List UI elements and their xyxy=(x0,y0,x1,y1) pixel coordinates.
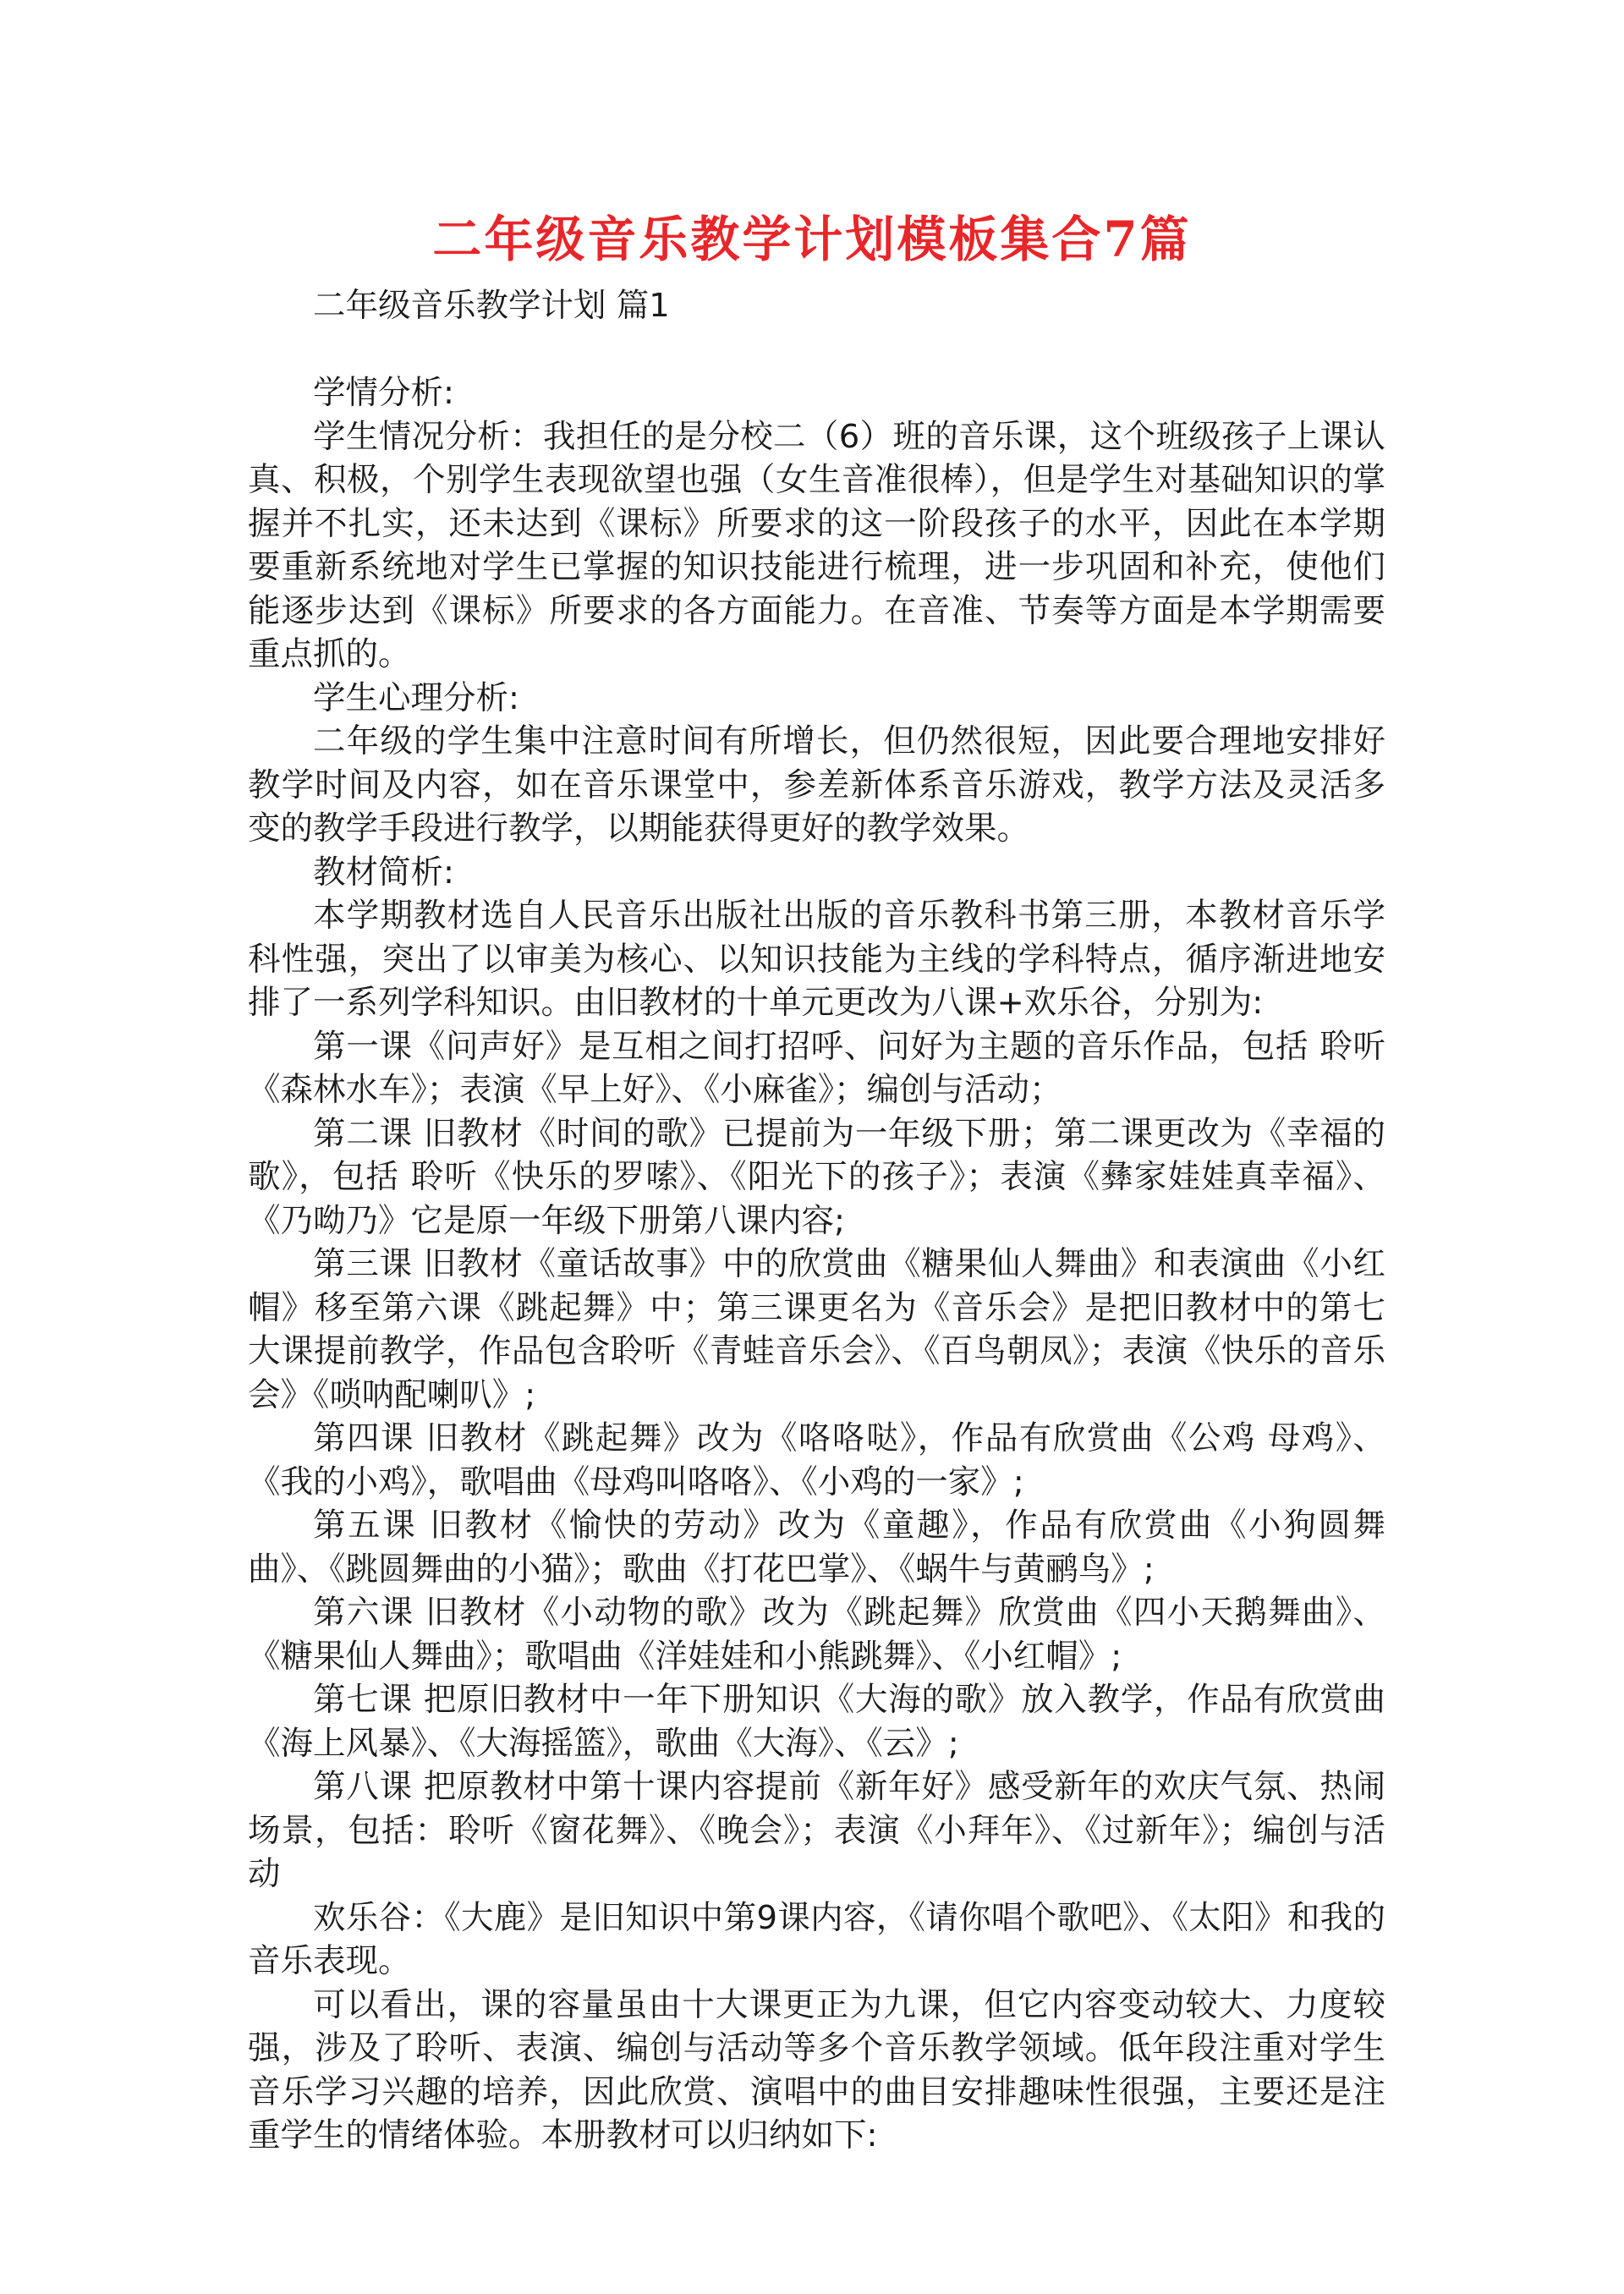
paragraph-lesson-1: 第一课《问声好》是互相之间打招呼、问好为主题的音乐作品，包括 聆听《森林水车》；表演《早上好》、《小麻雀》；编创与活动； xyxy=(248,1027,1385,1109)
section-heading: 二年级音乐教学计划 篇1 xyxy=(313,287,670,325)
paragraph-textbook: 本学期教材选自人民音乐出版社出版的音乐教科书第三册，本教材音乐学科性强，突出了以审美为核心、以知识技能为主线的学科特点，循序渐进地安排了一系列学科知识。由旧教材的十单元更改为八课+欢乐谷，分别为: xyxy=(248,897,1385,1022)
paragraph-lesson-7: 第七课 把原旧教材中一年下册知识《大海的歌》放入教学，作品有欣赏曲《海上风暴》、《大海摇篮》，歌曲《大海》、《云》; xyxy=(248,1681,1385,1763)
subheading-learning-analysis: 学情分析: xyxy=(313,374,454,412)
subheading-textbook: 教材简析: xyxy=(313,853,454,892)
blank-line xyxy=(248,328,1385,372)
paragraph-psychology: 二年级的学生集中注意时间有所增长，但仍然很短，因此要合理地安排好教学时间及内容，如在音乐课堂中，参差新体系音乐游戏，教学方法及灵活多变的教学手段进行教学，以期能获得更好的教学效果。 xyxy=(248,722,1385,848)
document-title: 二年级音乐教学计划模板集合7篇 xyxy=(432,211,1192,268)
paragraph-summary: 可以看出，课的容量虽由十大课更正为九课，但它内容变动较大、力度较强，涉及了聆听、表演、编创与活动等多个音乐教学领域。低年段注重对学生音乐学习兴趣的培养，因此欣赏、演唱中的曲目安排趣味性很强，主要还是注重学生的情绪体验。本册教材可以归纳如下: xyxy=(248,1985,1385,2154)
subheading-psychology: 学生心理分析: xyxy=(313,678,519,717)
document-body xyxy=(248,284,1385,2158)
paragraph-student-situation: 学生情况分析：我担任的是分校二（6）班的音乐课，这个班级孩子上课认真、积极，个别学生表现欲望也强（女生音准很棒），但是学生对基础知识的掌握并不扎实，还未达到《课标》所要求的这一阶段孩子的水平，因此在本学期要重新系统地对学生已掌握的知识技能进行梳理，进一步巩固和补充，使他们能逐步达到《课标》所要求的各方面能力。在音准、节奏等方面是本学期需要重点抓的。 xyxy=(248,417,1385,673)
paragraph-lesson-2: 第二课 旧教材《时间的歌》已提前为一年级下册；第二课更改为《幸福的歌》，包括 聆听《快乐的罗嗦》、《阳光下的孩子》；表演《彝家娃娃真幸福》、《乃呦乃》它是原一年级下册第八课内容; xyxy=(248,1114,1385,1240)
paragraph-lesson-6: 第六课 旧教材《小动物的歌》改为《跳起舞》欣赏曲《四小天鹅舞曲》、《糖果仙人舞曲》；歌唱曲《洋娃娃和小熊跳舞》、《小红帽》; xyxy=(248,1594,1385,1676)
paragraph-lesson-8: 第八课 把原教材中第十课内容提前《新年好》感受新年的欢庆气氛、热闹场景，包括：聆听《窗花舞》、《晚会》；表演《小拜年》、《过新年》；编创与活动 xyxy=(248,1768,1385,1893)
paragraph-happy-valley: 欢乐谷：《大鹿》是旧知识中第9课内容，《请你唱个歌吧》、《太阳》和我的音乐表现。 xyxy=(248,1898,1385,1980)
paragraph-lesson-5: 第五课 旧教材《愉快的劳动》改为《童趣》，作品有欣赏曲《小狗圆舞曲》、《跳圆舞曲的小猫》；歌曲《打花巴掌》、《蜗牛与黄鹂鸟》; xyxy=(248,1506,1385,1589)
paragraph-lesson-3: 第三课 旧教材《童话故事》中的欣赏曲《糖果仙人舞曲》和表演曲《小红帽》移至第六课《跳起舞》中；第三课更名为《音乐会》是把旧教材中的第七大课提前教学，作品包含聆听《青蛙音乐会》、《百鸟朝凤》；表演《快乐的音乐会》《唢呐配喇叭》; xyxy=(248,1245,1385,1414)
paragraph-lesson-4: 第四课 旧教材《跳起舞》改为《咯咯哒》，作品有欣赏曲《公鸡 母鸡》、《我的小鸡》，歌唱曲《母鸡叫咯咯》、《小鸡的一家》; xyxy=(248,1419,1385,1501)
